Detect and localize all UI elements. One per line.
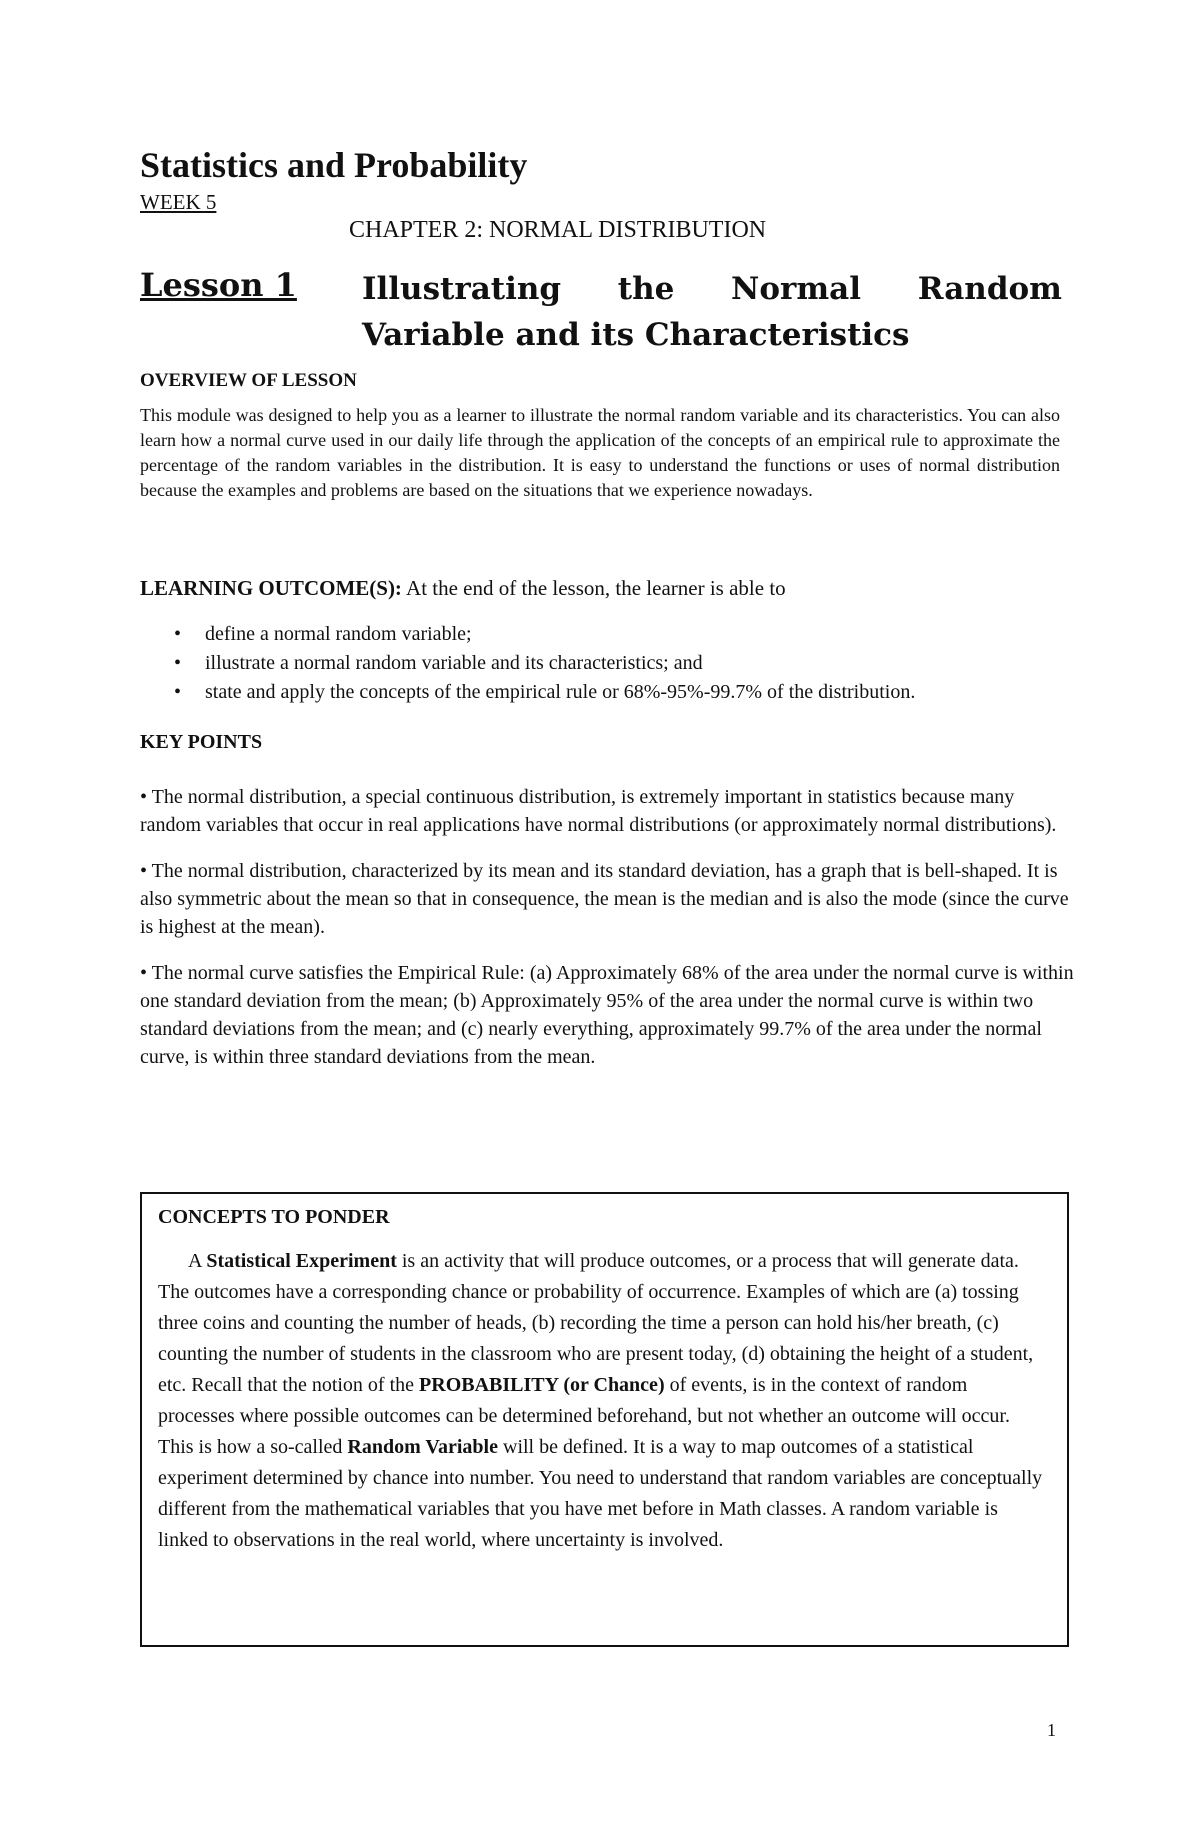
key-point: • The normal distribution, characterized by its mean and its standard deviation, has a graph that is bell-shaped. It is also symmetric about the mean so that in consequence, the mean is the median and is also the mode (since the curve is highest at the mean). — [140, 860, 1069, 938]
learning-outcome-label: LEARNING OUTCOME(S): — [140, 576, 402, 600]
learning-outcome-list — [170, 620, 1070, 707]
term-statistical-experiment: Statistical Experiment — [206, 1250, 397, 1272]
lesson-title: Illustrating the Normal Random Variable and its Characteristics — [362, 271, 1062, 353]
term-random-variable: Random Variable — [347, 1436, 498, 1458]
lesson-label: Lesson 1 — [140, 266, 297, 304]
concepts-text: is an activity that will produce outcomes, or a process that will generate data. The outcomes have a corresponding chance or probability of occurrence. Examples of which are (a) tossing three coins and counting the number of heads, (b) recording the time a person can hold his/her breath, (c) counting the number of students in the classroom who are present today, (d) obtaining the height of a student, etc. Recall that the notion of the — [158, 1250, 1034, 1396]
list-item: • define a normal random variable; — [170, 620, 1070, 649]
key-point: • The normal distribution, a special continuous distribution, is extremely important in statistics because many random variables that occur in real applications have normal distributions (or approximately normal distributions). — [140, 786, 1057, 836]
key-points-list — [140, 783, 1080, 1089]
concepts-paragraph — [158, 1246, 1048, 1556]
key-points-heading: KEY POINTS — [140, 731, 263, 753]
overview-paragraph: This module was designed to help you as a learner to illustrate the normal random variable and its characteristics. You can also learn how a normal curve used in our daily life through the application of the concepts of an empirical rule to approximate the percentage of the random variables in the distribution. It is easy to understand the functions or uses of normal distribution because the examples and problems are based on the situations that we experience nowadays. — [140, 405, 1060, 500]
concepts-text: will be defined. It is a way to map outcomes of a statistical experiment determined by chance into number. You need to understand that random variables are conceptually different from the mathematical variables that you have met before in Math classes. A random variable is linked to observations in the real world, where uncertainty is involved. — [158, 1436, 1043, 1551]
concepts-text: A — [188, 1250, 207, 1272]
list-item: • illustrate a normal random variable and its characteristics; and — [170, 649, 1070, 678]
key-point: • The normal curve satisfies the Empirical Rule: (a) Approximately 68% of the area under the normal curve is within one standard deviation from the mean; (b) Approximately 95% of the area under the normal curve is within two standard deviations from the mean; and (c) nearly everything, approximately 99.7% of the area under the normal curve, is within three standard deviations from the mean. — [140, 962, 1074, 1068]
chapter-title: CHAPTER 2: NORMAL DISTRIBUTION — [349, 217, 767, 243]
term-probability: PROBABILITY (or Chance) — [419, 1374, 665, 1396]
concepts-text: of events, is in the context of random processes where possible outcomes can be determined beforehand, but not whether an outcome will occur. This is how a so-called — [158, 1374, 1010, 1458]
overview-heading: OVERVIEW OF LESSON — [140, 370, 357, 391]
list-item: • state and apply the concepts of the empirical rule or 68%-95%-99.7% of the distribution. — [170, 678, 1070, 707]
learning-outcome-intro — [140, 575, 1080, 601]
subject-title: Statistics and Probability — [140, 145, 528, 185]
concepts-box — [140, 1192, 1069, 1647]
concepts-heading: CONCEPTS TO PONDER — [158, 1206, 390, 1228]
page-number: 1 — [1047, 1720, 1056, 1740]
learning-outcome-text: At the end of the lesson, the learner is able to — [401, 576, 786, 600]
week-label: WEEK 5 — [140, 190, 217, 214]
